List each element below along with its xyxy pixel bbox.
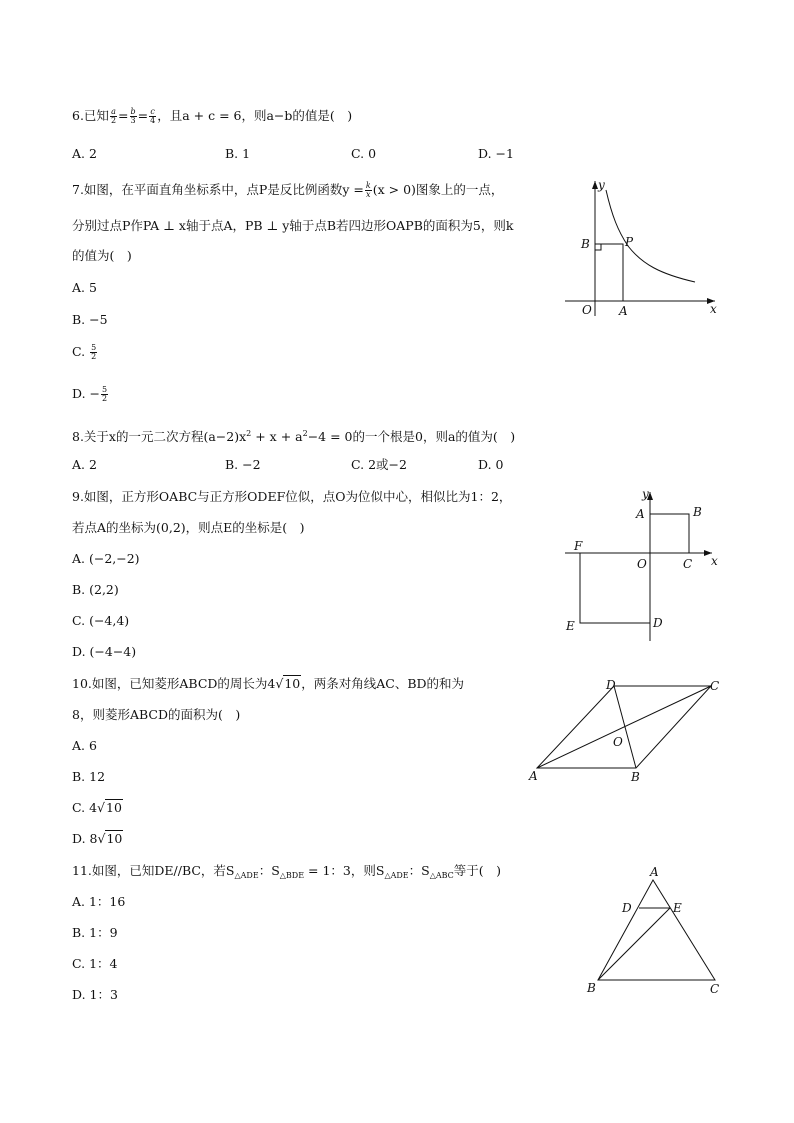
q11-stem: 11.如图，已知DE//BC，若$S_{\triangle ADE}$：$S_{\triangle BDE} = 1$：3，则$S_{\triangle ADE}$：$S_{\triangle ABC}$等于( ) — [72, 863, 502, 880]
q10-stem-line2: 8，则菱形ABCD的面积为( ) — [72, 707, 241, 722]
fraction-a-over-2: $\frac{a}{2}$ — [110, 107, 117, 125]
q6-option-d[interactable]: D. −1 — [478, 146, 514, 161]
label-a: A — [636, 507, 645, 521]
segment-be — [598, 908, 670, 980]
q8-option-b[interactable]: B. −2 — [225, 457, 261, 472]
q7-option-c[interactable]: C. $\frac{5}{2}$ — [72, 343, 97, 361]
label-e: E — [566, 619, 575, 633]
q6-option-a[interactable]: A. 2 — [72, 146, 97, 161]
q10-option-b[interactable]: B. 12 — [72, 769, 106, 784]
fraction-5-over-2: $\frac{5}{2}$ — [91, 343, 97, 361]
q8-option-a[interactable]: A. 2 — [72, 457, 97, 472]
right-angle-mark — [595, 244, 601, 250]
hyperbola-curve — [606, 190, 695, 282]
fraction-b-over-3: $\frac{b}{3}$ — [130, 107, 136, 125]
label-b: B — [581, 237, 590, 251]
q10-option-a[interactable]: A. 6 — [72, 738, 97, 753]
q10-option-d[interactable]: D. 8√10 — [72, 831, 123, 846]
q11-figure-triangle — [582, 862, 727, 1002]
label-a: A — [650, 865, 659, 879]
q7-stem-line1: 7.如图，在平面直角坐标系中，点P是反比例函数y = $\frac{k}{x}$ (x > 0)图象上的一点， — [72, 181, 504, 199]
q7-option-a[interactable]: A. 5 — [72, 280, 97, 295]
label-o: O — [582, 303, 592, 317]
q7-stem-line2: 分别过点P作PA ⊥ x轴于点A，PB ⊥ y轴于点B若四边形OAPB的面积为5，则k — [72, 218, 514, 233]
square-oabc — [650, 514, 689, 553]
q6-option-b[interactable]: B. 1 — [225, 146, 251, 161]
fraction-5-over-2: $\frac{5}{2}$ — [102, 385, 108, 403]
q10-figure-rhombus — [525, 676, 725, 786]
q7-option-b[interactable]: B. −5 — [72, 312, 108, 327]
q9-stem-line1: 9.如图，正方形OABC与正方形ODEF位似，点O为位似中心，相似比为1：2， — [72, 489, 512, 504]
q9-figure-squares — [560, 486, 725, 646]
label-o: O — [637, 557, 647, 571]
q7-stem-line3: 的值为( ) — [72, 248, 132, 263]
diagonal-ac — [537, 686, 711, 768]
q11-option-d[interactable]: D. 1：3 — [72, 987, 118, 1002]
label-b: B — [587, 981, 596, 995]
label-y: y — [642, 487, 649, 501]
label-e: E — [673, 901, 682, 915]
label-o: O — [613, 735, 623, 749]
q10-stem-line1: 10.如图，已知菱形ABCD的周长为4√10，两条对角线AC、BD的和为 — [72, 676, 465, 691]
q9-stem-line2: 若点A的坐标为(0,2)，则点E的坐标是( ) — [72, 520, 305, 535]
q11-option-c[interactable]: C. 1：4 — [72, 956, 118, 971]
fraction-k-over-x: $\frac{k}{x}$ — [365, 181, 371, 199]
label-f: F — [574, 539, 583, 553]
label-c: C — [683, 557, 693, 571]
label-c: C — [710, 679, 720, 693]
q7-option-d[interactable]: D. − $\frac{5}{2}$ — [72, 385, 108, 403]
q9-option-d[interactable]: D. (−4−4) — [72, 644, 137, 659]
label-a: A — [529, 769, 538, 783]
q10-option-c[interactable]: C. 4√10 — [72, 800, 122, 815]
label-c: C — [710, 982, 720, 996]
label-p: P — [625, 235, 634, 249]
q6-option-c[interactable]: C. 0 — [351, 146, 377, 161]
q6-stem: 6.已知 $\frac{a}{2}$ = $\frac{b}{3}$ = $\frac{c}{4}$ ，且a + c = 6，则a−b的值是( ) — [72, 107, 353, 125]
sqrt-icon: √ — [97, 800, 105, 815]
label-b: B — [693, 505, 702, 519]
q9-option-b[interactable]: B. (2,2) — [72, 582, 119, 597]
label-x: x — [711, 554, 718, 568]
q11-option-b[interactable]: B. 1：9 — [72, 925, 118, 940]
label-x: x — [710, 302, 717, 316]
sqrt-icon: √ — [97, 831, 106, 846]
q8-option-d[interactable]: D. 0 — [478, 457, 504, 472]
sqrt-icon: √ — [275, 676, 284, 691]
diagonal-bd — [614, 686, 636, 768]
label-d: D — [653, 616, 663, 630]
label-a: A — [619, 304, 628, 318]
label-y: y — [598, 178, 605, 192]
q11-option-a[interactable]: A. 1：16 — [72, 894, 126, 909]
label-d: D — [622, 901, 632, 915]
fraction-c-over-4: $\frac{c}{4}$ — [150, 107, 156, 125]
label-b: B — [631, 770, 640, 784]
q8-stem: 8.关于x的一元二次方程$(a-2)x^2 + x + a^2-4 = 0$的一个根是0，则a的值为( ) — [72, 429, 516, 444]
triangle-abc — [598, 880, 715, 980]
rectangle-oapb — [595, 244, 623, 301]
q9-option-a[interactable]: A. (−2,−2) — [72, 551, 140, 566]
q7-figure-hyperbola — [560, 176, 725, 321]
q9-option-c[interactable]: C. (−4,4) — [72, 613, 130, 628]
label-d: D — [606, 678, 616, 692]
q8-option-c[interactable]: C. 2或−2 — [351, 457, 407, 472]
